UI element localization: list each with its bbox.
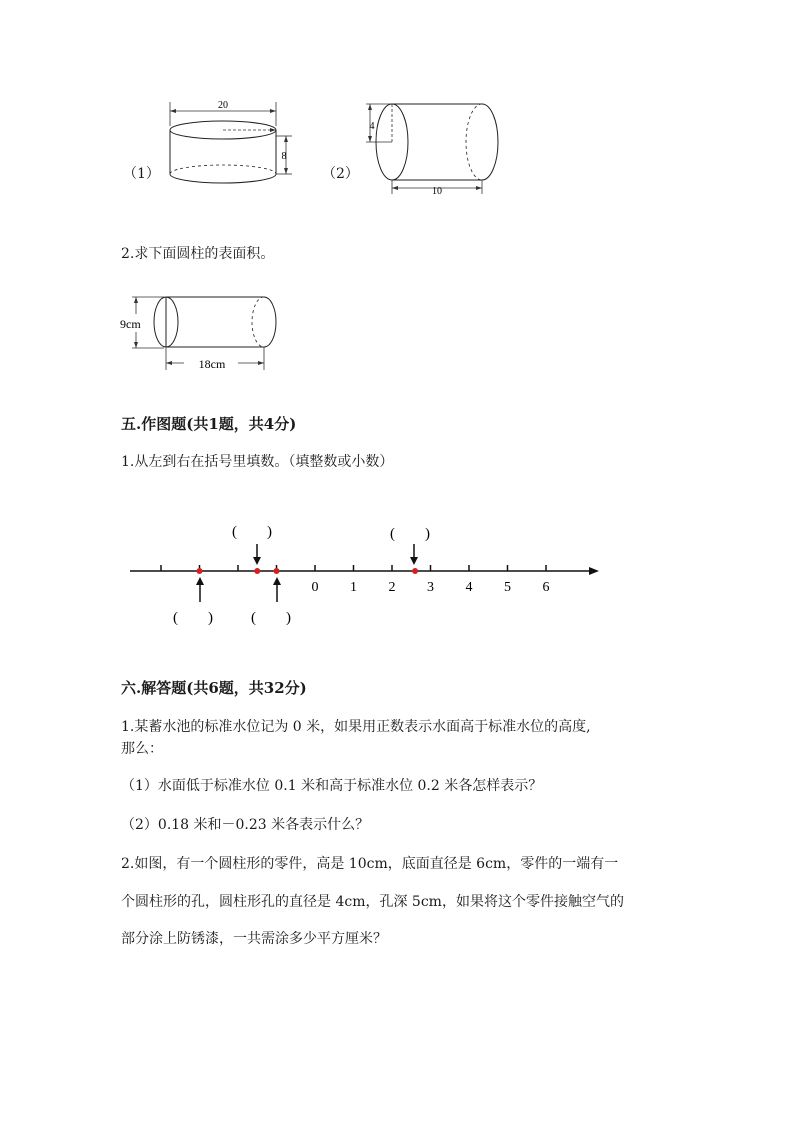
q2-diameter: 9cm [120, 317, 141, 331]
q2-text: 2.求下面圆柱的表面积。 [121, 246, 275, 262]
blank-2: ( ) [390, 526, 430, 542]
figure-2-cylinder [362, 98, 512, 202]
axis-arrow-icon [589, 567, 599, 575]
q2-length: 18cm [198, 357, 226, 371]
point-1 [197, 568, 203, 574]
point-4 [412, 568, 418, 574]
section-5-q1: 1.从左到右在括号里填数。（填整数或小数） [121, 454, 394, 470]
section-6-q1-sub1: （1）水面低于标准水位 0.1 米和高于标准水位 0.2 米各怎样表示？ [121, 778, 543, 794]
tick-label-5: 5 [504, 580, 511, 595]
figure-2-length: 10 [432, 186, 442, 197]
tick-label-1: 1 [350, 580, 357, 595]
figure-1-label: （1） [123, 166, 160, 182]
section-5-heading: 五.作图题(共1题，共4分) [121, 415, 297, 433]
section-6-q1-line2: 那么： [121, 741, 163, 757]
section-6-q2-line1: 2.如图，有一个圆柱形的零件，高是 10cm，底面直径是 6cm，零件的一端有一 [121, 856, 619, 872]
section-6-q1-line1: 1.某蓄水池的标准水位记为 0 米，如果用正数表示水面高于标准水位的高度, [121, 719, 591, 735]
arrow-down-icon-1 [253, 544, 261, 565]
figure-1-cylinder [160, 96, 300, 192]
point-2 [254, 568, 260, 574]
tick-label-3: 3 [427, 580, 434, 595]
section-6-heading: 六.解答题(共6题，共32分) [121, 679, 307, 697]
section-6-q2-line3: 部分涂上防锈漆，一共需涂多少平方厘米？ [121, 931, 387, 947]
q2-cylinder-figure [118, 290, 288, 374]
tick-label-2: 2 [388, 580, 396, 595]
section-6-q2-line2: 个圆柱形的孔，圆柱形孔的直径是 4cm，孔深 5cm，如果将这个零件接触空气的 [121, 894, 624, 910]
arrow-down-icon-2 [410, 544, 418, 565]
tick-label-4: 4 [465, 580, 473, 595]
number-line-figure [125, 510, 615, 635]
blank-1: ( ) [232, 524, 272, 540]
arrow-up-icon-2 [273, 577, 281, 602]
point-3 [274, 568, 280, 574]
figure-1-height: 8 [281, 151, 287, 162]
section-6-q1-sub2: （2）0.18 米和－0.23 米各表示什么？ [121, 817, 370, 833]
figure-2-radius: 4 [369, 121, 375, 132]
arrow-up-icon-1 [196, 577, 204, 602]
tick-label-0: 0 [311, 580, 319, 595]
figure-1-diameter: 20 [218, 100, 228, 111]
figure-2-label: （2） [322, 166, 359, 182]
blank-3: ( ) [173, 610, 213, 626]
tick-label-6: 6 [542, 580, 550, 595]
blank-4: ( ) [251, 610, 291, 626]
